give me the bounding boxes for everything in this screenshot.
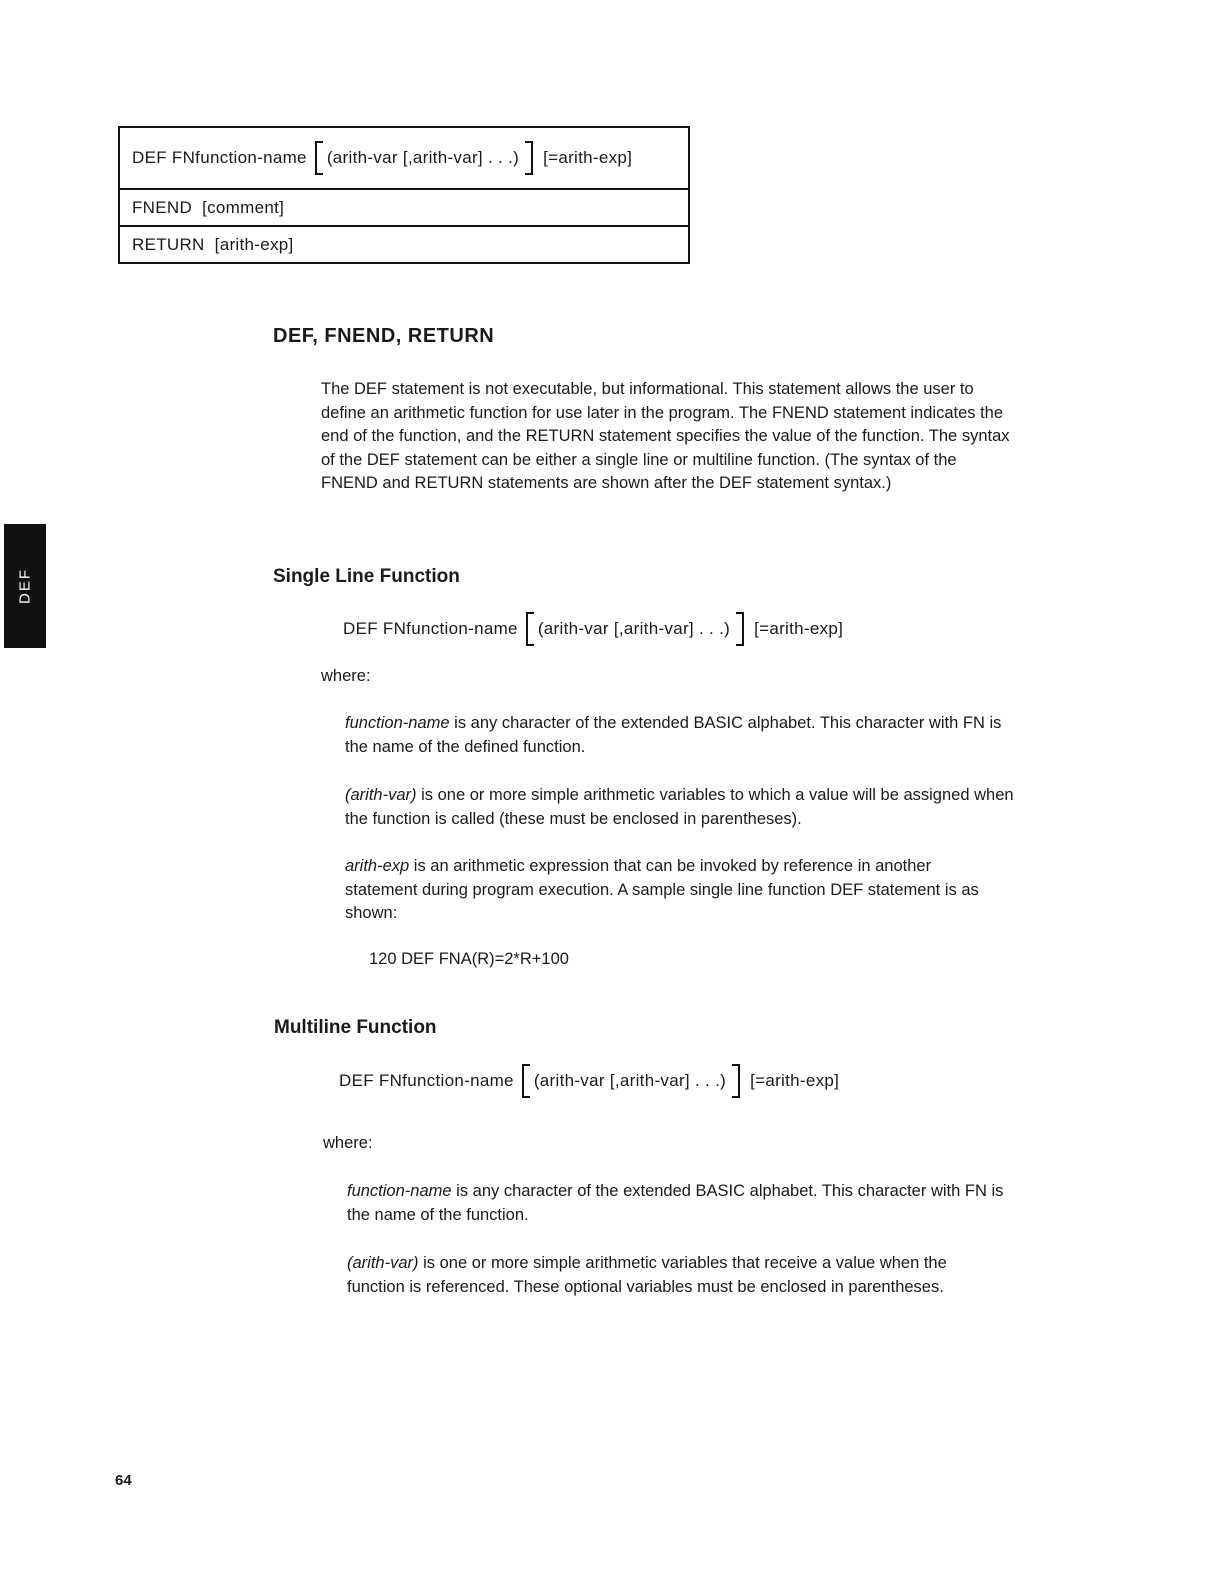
syntax-row-def: [120, 128, 688, 188]
multi-syntax-suffix: [=arith-exp]: [750, 1071, 840, 1090]
single-line-heading: Single Line Function: [273, 566, 460, 587]
def-syntax-prefix: DEF FNfunction-name: [132, 148, 307, 167]
multi-fn-desc: is any character of the extended BASIC alphabet. This character with FN is the name of the function.: [347, 1182, 1004, 1224]
side-tab: [4, 524, 46, 648]
single-syntax-args: (arith-var [,arith-var] . . .): [537, 619, 731, 638]
fnend-syntax: FNEND [comment]: [132, 197, 285, 217]
right-bracket: [736, 612, 744, 646]
single-exp-definition: [345, 855, 995, 926]
right-bracket: [732, 1064, 740, 1098]
def-syntax-suffix: [=arith-exp]: [543, 148, 633, 167]
multi-fn-definition: [347, 1180, 1007, 1227]
return-syntax: RETURN [arith-exp]: [132, 234, 294, 254]
single-fn-term: function-name: [345, 714, 450, 732]
left-bracket: [526, 612, 534, 646]
single-example: 120 DEF FNA(R)=2*R+100: [369, 950, 569, 968]
page-title: DEF, FNEND, RETURN: [273, 325, 495, 347]
multi-fn-term: function-name: [347, 1182, 452, 1200]
intro-paragraph: The DEF statement is not executable, but informational. This statement allows the user to define an arithmetic function for use later in the program. The FNEND statement indicates the end of the function, and the RETURN statement specifies the value of the function. The syntax of the DEF statement can be either a single line or multiline function. (The syntax of the FNEND and RETURN statements are shown after the DEF statement syntax.): [321, 380, 1010, 493]
left-bracket: [522, 1064, 530, 1098]
page-number: 64: [115, 1472, 132, 1489]
multi-var-definition: [347, 1252, 1007, 1299]
syntax-row-fnend: [120, 188, 688, 225]
single-var-term: (arith-var): [345, 786, 417, 804]
single-syntax-suffix: [=arith-exp]: [754, 619, 844, 638]
single-line-syntax: [343, 612, 843, 646]
multi-var-term: (arith-var): [347, 1254, 419, 1272]
single-var-desc: is one or more simple arithmetic variables to which a value will be assigned when the function is called (these must be enclosed in parentheses).: [345, 786, 1014, 828]
single-fn-definition: [345, 712, 1005, 759]
left-bracket: [315, 141, 323, 175]
single-exp-desc: is an arithmetic expression that can be invoked by reference in another statement during program execution. A sample single line function DEF statement is as shown:: [345, 857, 979, 923]
multiline-heading: Multiline Function: [274, 1017, 437, 1038]
single-var-definition: [345, 784, 1035, 831]
syntax-row-return: [120, 225, 688, 262]
multi-where-label: where:: [323, 1134, 373, 1152]
def-syntax-args: (arith-var [,arith-var] . . .): [326, 148, 520, 167]
single-where-label: where:: [321, 667, 371, 685]
multi-var-desc: is one or more simple arithmetic variables that receive a value when the function is referenced. These optional variables must be enclosed in parentheses.: [347, 1254, 947, 1296]
multiline-syntax: [339, 1064, 839, 1098]
side-tab-label: DEF: [16, 568, 34, 604]
multi-syntax-prefix: DEF FNfunction-name: [339, 1071, 514, 1090]
single-syntax-prefix: DEF FNfunction-name: [343, 619, 518, 638]
single-exp-term: arith-exp: [345, 857, 410, 875]
multi-syntax-args: (arith-var [,arith-var] . . .): [533, 1071, 727, 1090]
single-fn-desc: is any character of the extended BASIC alphabet. This character with FN is the name of the defined function.: [345, 714, 1002, 756]
def-syntax: [132, 141, 632, 175]
syntax-box: [118, 126, 690, 264]
right-bracket: [525, 141, 533, 175]
